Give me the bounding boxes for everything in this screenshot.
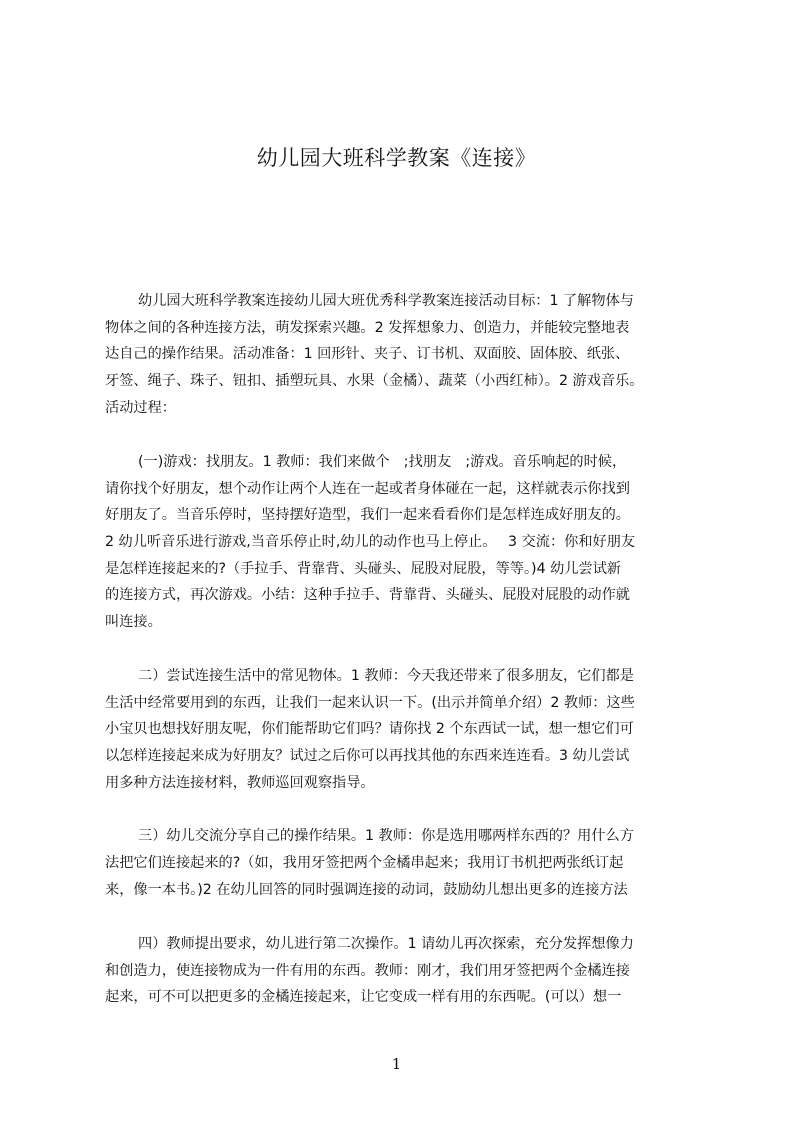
paragraph-2-line-7: 叫连接。 — [105, 614, 162, 630]
paragraph-3-line-4: 以怎样连接起来成为好朋友？试过之后你可以再找其他的东西来连连看。3 幼儿尝试 — [105, 748, 630, 764]
paragraph-4-line-1: 三）幼儿交流分享自己的操作结果。1 教师：你是选用哪两样东西的？用什么方 — [138, 828, 634, 844]
paragraph-4-line-3: 来，像一本书。)2 在幼儿回答的同时强调连接的动词，鼓励幼儿想出更多的连接方法 — [105, 882, 628, 898]
document-title: 幼儿园大班科学教案《连接》 — [256, 146, 537, 170]
page-number: 1 — [391, 1055, 402, 1073]
paragraph-5-line-1: 四）教师提出要求，幼儿进行第二次操作。1 请幼儿再次探索，充分发挥想像力 — [138, 936, 634, 952]
paragraph-1-line-1: 幼儿园大班科学教案连接幼儿园大班优秀科学教案连接活动目标：1 了解物体与 — [138, 293, 634, 309]
paragraph-1-line-3: 达自己的操作结果。活动准备：1 回形针、夹子、订书机、双面胶、固体胶、纸张、 — [105, 346, 630, 362]
paragraph-3-line-3: 小宝贝也想找好朋友呢，你们能帮助它们吗？请你找 2 个东西试一试，想一想它们可 — [105, 721, 634, 737]
paragraph-5-line-2: 和创造力，使连接物成为一件有用的东西。教师：刚才，我们用牙签把两个金橘连接 — [105, 963, 630, 979]
paragraph-3-line-1: 二）尝试连接生活中的常见物体。1 教师：今天我还带来了很多朋友，它们都是 — [138, 668, 634, 684]
paragraph-2-line-6: 的连接方式，再次游戏。小结：这种手拉手、背靠背、头碰头、屁股对屁股的动作就 — [105, 587, 630, 603]
paragraph-2-line-3: 好朋友了。当音乐停时，坚持摆好造型，我们一起来看看你们是怎样连成好朋友的。 — [105, 507, 630, 523]
paragraph-3-line-5: 用多种方法连接材料，教师巡回观察指导。 — [105, 775, 375, 791]
paragraph-1-line-2: 物体之间的各种连接方法，萌发探索兴趣。2 发挥想象力、创造力，并能较完整地表 — [105, 320, 630, 336]
paragraph-1-line-5: 活动过程： — [105, 400, 176, 416]
paragraph-2-line-2: 请你找个好朋友，想个动作让两个人连在一起或者身体碰在一起，这样就表示你找到 — [105, 481, 630, 497]
paragraph-3-line-2: 生活中经常要用到的东西，让我们一起来认识一下。(出示并简单介绍）2 教师：这些 — [105, 695, 635, 711]
paragraph-4-line-2: 法把它们连接起来的?（如，我用牙签把两个金橘串起来；我用订书机把两张纸订起 — [105, 855, 624, 871]
paragraph-2-line-5: 是怎样连接起来的?（手拉手、背靠背、头碰头、屁股对屁股，等等。)4 幼儿尝试新 — [105, 561, 622, 577]
paragraph-2-line-4: 2 幼儿听音乐进行游戏,当音乐停止时,幼儿的动作也马上停止。 3 交流：你和好朋友 — [105, 534, 636, 550]
paragraph-1-line-4: 牙签、绳子、珠子、钮扣、插塑玩具、水果（金橘）、蔬菜（小西红柿）。2 游戏音乐。 — [105, 373, 644, 389]
paragraph-2-line-1: (一)游戏：找朋友。1 教师：我们来做个 ;找朋友 ;游戏。音乐响起的时候， — [138, 454, 627, 470]
paragraph-5-line-3: 起来，可不可以把更多的金橘连接起来，让它变成一样有用的东西呢。(可以）想一 — [105, 989, 622, 1005]
